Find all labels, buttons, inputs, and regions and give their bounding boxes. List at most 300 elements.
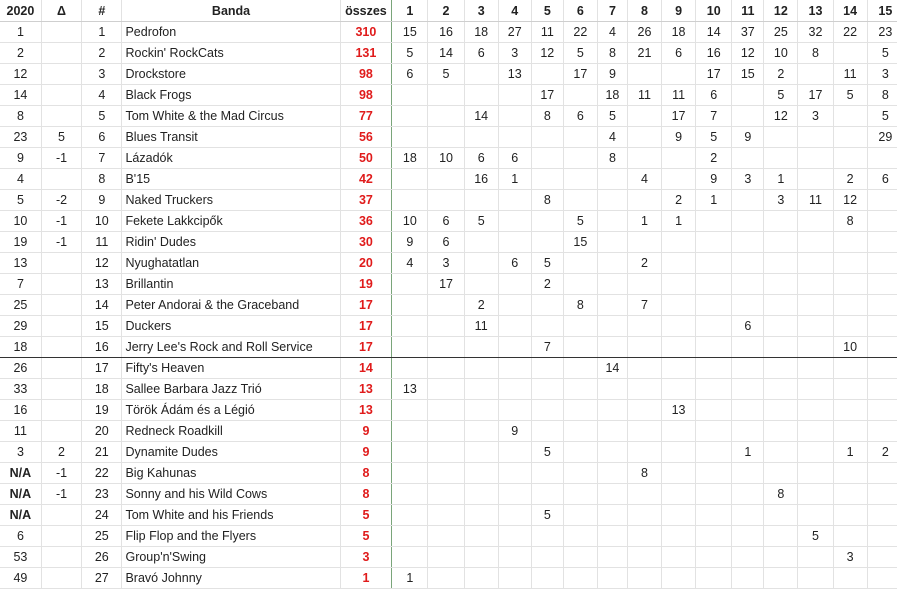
cell-round-score[interactable] bbox=[662, 274, 696, 295]
cell-round-score[interactable] bbox=[833, 316, 867, 337]
cell-rank[interactable]: 24 bbox=[82, 505, 122, 526]
cell-round-score[interactable] bbox=[764, 127, 798, 148]
cell-round-score[interactable]: 10 bbox=[392, 211, 428, 232]
cell-delta[interactable]: -1 bbox=[41, 148, 81, 169]
cell-total[interactable]: 9 bbox=[340, 442, 392, 463]
cell-round-score[interactable]: 3 bbox=[428, 253, 464, 274]
cell-round-score[interactable] bbox=[392, 274, 428, 295]
cell-rank[interactable]: 16 bbox=[82, 337, 122, 358]
cell-delta[interactable]: 2 bbox=[41, 442, 81, 463]
cell-round-score[interactable] bbox=[563, 568, 597, 589]
cell-round-score[interactable] bbox=[498, 274, 531, 295]
cell-round-score[interactable] bbox=[867, 295, 897, 316]
cell-round-score[interactable]: 8 bbox=[798, 43, 833, 64]
cell-round-score[interactable] bbox=[627, 232, 661, 253]
cell-round-score[interactable] bbox=[464, 421, 498, 442]
col-round-11-header[interactable]: 11 bbox=[732, 0, 764, 22]
cell-round-score[interactable] bbox=[662, 484, 696, 505]
col-delta-header[interactable]: Δ bbox=[41, 0, 81, 22]
cell-round-score[interactable] bbox=[428, 442, 464, 463]
cell-round-score[interactable] bbox=[498, 400, 531, 421]
cell-round-score[interactable] bbox=[764, 295, 798, 316]
cell-round-score[interactable] bbox=[563, 421, 597, 442]
cell-round-score[interactable] bbox=[392, 337, 428, 358]
cell-round-score[interactable] bbox=[732, 295, 764, 316]
cell-rank[interactable]: 23 bbox=[82, 484, 122, 505]
cell-round-score[interactable] bbox=[764, 421, 798, 442]
col-round-6-header[interactable]: 6 bbox=[563, 0, 597, 22]
cell-rank[interactable]: 7 bbox=[82, 148, 122, 169]
cell-2020[interactable]: N/A bbox=[0, 505, 41, 526]
cell-round-score[interactable] bbox=[464, 400, 498, 421]
cell-round-score[interactable]: 7 bbox=[531, 337, 563, 358]
cell-round-score[interactable]: 14 bbox=[696, 22, 732, 43]
cell-rank[interactable]: 25 bbox=[82, 526, 122, 547]
cell-band[interactable]: Dynamite Dudes bbox=[122, 442, 340, 463]
cell-delta[interactable] bbox=[41, 316, 81, 337]
cell-round-score[interactable] bbox=[662, 295, 696, 316]
cell-round-score[interactable] bbox=[563, 253, 597, 274]
cell-round-score[interactable] bbox=[732, 85, 764, 106]
cell-round-score[interactable]: 1 bbox=[498, 169, 531, 190]
cell-round-score[interactable] bbox=[498, 547, 531, 568]
col-round-2-header[interactable]: 2 bbox=[428, 0, 464, 22]
cell-delta[interactable]: -1 bbox=[41, 463, 81, 484]
cell-round-score[interactable] bbox=[798, 232, 833, 253]
cell-round-score[interactable] bbox=[428, 568, 464, 589]
cell-round-score[interactable] bbox=[662, 379, 696, 400]
cell-2020[interactable]: 5 bbox=[0, 190, 41, 211]
cell-round-score[interactable] bbox=[662, 148, 696, 169]
cell-2020[interactable]: 1 bbox=[0, 22, 41, 43]
cell-round-score[interactable] bbox=[833, 295, 867, 316]
cell-round-score[interactable]: 3 bbox=[833, 547, 867, 568]
cell-round-score[interactable]: 5 bbox=[531, 505, 563, 526]
cell-rank[interactable]: 6 bbox=[82, 127, 122, 148]
cell-2020[interactable]: N/A bbox=[0, 484, 41, 505]
cell-round-score[interactable] bbox=[563, 400, 597, 421]
cell-round-score[interactable] bbox=[498, 190, 531, 211]
cell-round-score[interactable] bbox=[732, 232, 764, 253]
cell-round-score[interactable] bbox=[764, 400, 798, 421]
cell-round-score[interactable] bbox=[833, 253, 867, 274]
cell-round-score[interactable] bbox=[563, 274, 597, 295]
cell-round-score[interactable] bbox=[498, 463, 531, 484]
cell-total[interactable]: 77 bbox=[340, 106, 392, 127]
cell-round-score[interactable] bbox=[531, 127, 563, 148]
cell-band[interactable]: Flip Flop and the Flyers bbox=[122, 526, 340, 547]
cell-round-score[interactable] bbox=[428, 169, 464, 190]
cell-2020[interactable]: 6 bbox=[0, 526, 41, 547]
cell-round-score[interactable] bbox=[867, 316, 897, 337]
cell-round-score[interactable] bbox=[627, 568, 661, 589]
cell-round-score[interactable]: 17 bbox=[662, 106, 696, 127]
cell-delta[interactable]: -1 bbox=[41, 211, 81, 232]
cell-round-score[interactable] bbox=[627, 127, 661, 148]
cell-round-score[interactable] bbox=[696, 232, 732, 253]
cell-round-score[interactable] bbox=[764, 316, 798, 337]
cell-round-score[interactable]: 1 bbox=[764, 169, 798, 190]
cell-round-score[interactable] bbox=[662, 505, 696, 526]
cell-round-score[interactable]: 1 bbox=[662, 211, 696, 232]
cell-round-score[interactable]: 8 bbox=[867, 85, 897, 106]
cell-round-score[interactable]: 6 bbox=[563, 106, 597, 127]
cell-round-score[interactable] bbox=[627, 337, 661, 358]
cell-round-score[interactable]: 2 bbox=[833, 169, 867, 190]
cell-round-score[interactable]: 3 bbox=[798, 106, 833, 127]
cell-round-score[interactable]: 29 bbox=[867, 127, 897, 148]
cell-delta[interactable] bbox=[41, 85, 81, 106]
col-total-header[interactable]: összes bbox=[340, 0, 392, 22]
cell-rank[interactable]: 13 bbox=[82, 274, 122, 295]
cell-round-score[interactable] bbox=[696, 211, 732, 232]
cell-round-score[interactable] bbox=[464, 526, 498, 547]
cell-round-score[interactable]: 17 bbox=[798, 85, 833, 106]
cell-round-score[interactable]: 27 bbox=[498, 22, 531, 43]
cell-round-score[interactable]: 11 bbox=[627, 85, 661, 106]
cell-round-score[interactable] bbox=[531, 421, 563, 442]
cell-total[interactable]: 17 bbox=[340, 316, 392, 337]
cell-round-score[interactable] bbox=[498, 232, 531, 253]
cell-round-score[interactable] bbox=[597, 379, 627, 400]
cell-round-score[interactable]: 17 bbox=[696, 64, 732, 85]
cell-round-score[interactable] bbox=[798, 148, 833, 169]
cell-round-score[interactable]: 16 bbox=[428, 22, 464, 43]
cell-round-score[interactable] bbox=[833, 274, 867, 295]
cell-round-score[interactable]: 13 bbox=[498, 64, 531, 85]
cell-round-score[interactable] bbox=[732, 463, 764, 484]
cell-round-score[interactable] bbox=[428, 190, 464, 211]
cell-round-score[interactable]: 22 bbox=[833, 22, 867, 43]
cell-total[interactable]: 30 bbox=[340, 232, 392, 253]
cell-round-score[interactable] bbox=[464, 127, 498, 148]
cell-band[interactable]: Pedrofon bbox=[122, 22, 340, 43]
col-round-12-header[interactable]: 12 bbox=[764, 0, 798, 22]
cell-round-score[interactable]: 37 bbox=[732, 22, 764, 43]
cell-round-score[interactable] bbox=[662, 64, 696, 85]
cell-round-score[interactable] bbox=[597, 463, 627, 484]
cell-round-score[interactable] bbox=[531, 400, 563, 421]
cell-round-score[interactable] bbox=[392, 421, 428, 442]
cell-delta[interactable] bbox=[41, 337, 81, 358]
cell-total[interactable]: 8 bbox=[340, 463, 392, 484]
cell-round-score[interactable] bbox=[498, 337, 531, 358]
cell-delta[interactable] bbox=[41, 505, 81, 526]
cell-round-score[interactable]: 12 bbox=[531, 43, 563, 64]
cell-rank[interactable]: 26 bbox=[82, 547, 122, 568]
cell-round-score[interactable] bbox=[392, 442, 428, 463]
cell-round-score[interactable] bbox=[798, 127, 833, 148]
cell-round-score[interactable] bbox=[798, 400, 833, 421]
cell-delta[interactable] bbox=[41, 526, 81, 547]
cell-total[interactable]: 98 bbox=[340, 85, 392, 106]
cell-round-score[interactable]: 5 bbox=[563, 43, 597, 64]
cell-round-score[interactable] bbox=[428, 484, 464, 505]
col-round-5-header[interactable]: 5 bbox=[531, 0, 563, 22]
cell-round-score[interactable] bbox=[833, 505, 867, 526]
cell-round-score[interactable] bbox=[867, 274, 897, 295]
cell-round-score[interactable]: 5 bbox=[833, 85, 867, 106]
cell-round-score[interactable] bbox=[464, 85, 498, 106]
cell-round-score[interactable] bbox=[392, 526, 428, 547]
cell-round-score[interactable] bbox=[563, 463, 597, 484]
cell-round-score[interactable]: 10 bbox=[764, 43, 798, 64]
cell-round-score[interactable] bbox=[662, 253, 696, 274]
cell-band[interactable]: Blues Transit bbox=[122, 127, 340, 148]
cell-round-score[interactable] bbox=[732, 190, 764, 211]
cell-round-score[interactable] bbox=[867, 253, 897, 274]
cell-rank[interactable]: 21 bbox=[82, 442, 122, 463]
cell-round-score[interactable] bbox=[732, 400, 764, 421]
cell-delta[interactable] bbox=[41, 421, 81, 442]
cell-2020[interactable]: 25 bbox=[0, 295, 41, 316]
cell-round-score[interactable] bbox=[597, 442, 627, 463]
cell-round-score[interactable] bbox=[428, 337, 464, 358]
cell-round-score[interactable] bbox=[798, 421, 833, 442]
cell-round-score[interactable] bbox=[696, 379, 732, 400]
cell-round-score[interactable] bbox=[531, 379, 563, 400]
cell-band[interactable]: Fifty's Heaven bbox=[122, 358, 340, 379]
cell-round-score[interactable]: 5 bbox=[764, 85, 798, 106]
cell-round-score[interactable] bbox=[627, 379, 661, 400]
cell-round-score[interactable]: 11 bbox=[531, 22, 563, 43]
cell-round-score[interactable] bbox=[696, 295, 732, 316]
cell-round-score[interactable] bbox=[392, 169, 428, 190]
cell-round-score[interactable] bbox=[867, 547, 897, 568]
cell-round-score[interactable]: 5 bbox=[464, 211, 498, 232]
cell-round-score[interactable] bbox=[531, 211, 563, 232]
cell-round-score[interactable] bbox=[696, 484, 732, 505]
cell-round-score[interactable]: 1 bbox=[696, 190, 732, 211]
cell-round-score[interactable]: 3 bbox=[732, 169, 764, 190]
cell-round-score[interactable] bbox=[464, 232, 498, 253]
cell-round-score[interactable] bbox=[764, 148, 798, 169]
cell-round-score[interactable] bbox=[662, 169, 696, 190]
cell-2020[interactable]: 11 bbox=[0, 421, 41, 442]
cell-total[interactable]: 50 bbox=[340, 148, 392, 169]
cell-2020[interactable]: 14 bbox=[0, 85, 41, 106]
cell-band[interactable]: Fekete Lakkcipők bbox=[122, 211, 340, 232]
cell-round-score[interactable] bbox=[764, 211, 798, 232]
cell-total[interactable]: 19 bbox=[340, 274, 392, 295]
cell-round-score[interactable]: 9 bbox=[732, 127, 764, 148]
cell-round-score[interactable] bbox=[428, 400, 464, 421]
cell-round-score[interactable] bbox=[627, 421, 661, 442]
cell-band[interactable]: Sallee Barbara Jazz Trió bbox=[122, 379, 340, 400]
cell-delta[interactable] bbox=[41, 295, 81, 316]
cell-round-score[interactable] bbox=[696, 442, 732, 463]
cell-round-score[interactable]: 11 bbox=[798, 190, 833, 211]
cell-round-score[interactable] bbox=[696, 505, 732, 526]
cell-round-score[interactable]: 6 bbox=[428, 232, 464, 253]
cell-round-score[interactable] bbox=[732, 568, 764, 589]
cell-delta[interactable]: -2 bbox=[41, 190, 81, 211]
cell-total[interactable]: 98 bbox=[340, 64, 392, 85]
cell-round-score[interactable]: 8 bbox=[764, 484, 798, 505]
cell-round-score[interactable] bbox=[597, 295, 627, 316]
cell-2020[interactable]: 10 bbox=[0, 211, 41, 232]
cell-round-score[interactable]: 9 bbox=[498, 421, 531, 442]
cell-band[interactable]: Peter Andorai & the Graceband bbox=[122, 295, 340, 316]
cell-band[interactable]: Tom White and his Friends bbox=[122, 505, 340, 526]
cell-round-score[interactable] bbox=[798, 316, 833, 337]
cell-round-score[interactable]: 1 bbox=[392, 568, 428, 589]
cell-round-score[interactable]: 2 bbox=[627, 253, 661, 274]
cell-round-score[interactable]: 6 bbox=[498, 253, 531, 274]
cell-round-score[interactable]: 5 bbox=[563, 211, 597, 232]
cell-round-score[interactable] bbox=[867, 232, 897, 253]
cell-delta[interactable] bbox=[41, 22, 81, 43]
cell-round-score[interactable]: 21 bbox=[627, 43, 661, 64]
cell-round-score[interactable] bbox=[833, 358, 867, 379]
cell-band[interactable]: Drockstore bbox=[122, 64, 340, 85]
cell-round-score[interactable] bbox=[498, 295, 531, 316]
cell-round-score[interactable]: 10 bbox=[428, 148, 464, 169]
cell-round-score[interactable]: 17 bbox=[563, 64, 597, 85]
cell-round-score[interactable] bbox=[732, 211, 764, 232]
col-round-7-header[interactable]: 7 bbox=[597, 0, 627, 22]
cell-round-score[interactable] bbox=[732, 106, 764, 127]
col-round-14-header[interactable]: 14 bbox=[833, 0, 867, 22]
cell-round-score[interactable] bbox=[464, 337, 498, 358]
cell-band[interactable]: Naked Truckers bbox=[122, 190, 340, 211]
cell-2020[interactable]: 19 bbox=[0, 232, 41, 253]
cell-rank[interactable]: 12 bbox=[82, 253, 122, 274]
cell-round-score[interactable] bbox=[696, 463, 732, 484]
cell-round-score[interactable] bbox=[732, 358, 764, 379]
cell-delta[interactable] bbox=[41, 43, 81, 64]
col-round-9-header[interactable]: 9 bbox=[662, 0, 696, 22]
cell-round-score[interactable] bbox=[531, 169, 563, 190]
cell-round-score[interactable]: 8 bbox=[597, 148, 627, 169]
cell-round-score[interactable]: 7 bbox=[627, 295, 661, 316]
cell-round-score[interactable]: 9 bbox=[392, 232, 428, 253]
cell-round-score[interactable] bbox=[627, 148, 661, 169]
cell-round-score[interactable] bbox=[464, 484, 498, 505]
cell-round-score[interactable] bbox=[696, 337, 732, 358]
cell-rank[interactable]: 2 bbox=[82, 43, 122, 64]
cell-round-score[interactable]: 23 bbox=[867, 22, 897, 43]
cell-round-score[interactable] bbox=[696, 400, 732, 421]
cell-round-score[interactable] bbox=[798, 547, 833, 568]
cell-round-score[interactable] bbox=[764, 232, 798, 253]
cell-round-score[interactable] bbox=[563, 484, 597, 505]
cell-round-score[interactable] bbox=[428, 316, 464, 337]
cell-round-score[interactable] bbox=[764, 358, 798, 379]
cell-round-score[interactable] bbox=[732, 526, 764, 547]
cell-round-score[interactable]: 15 bbox=[392, 22, 428, 43]
cell-2020[interactable]: 4 bbox=[0, 169, 41, 190]
cell-delta[interactable] bbox=[41, 274, 81, 295]
cell-round-score[interactable]: 5 bbox=[428, 64, 464, 85]
cell-round-score[interactable] bbox=[867, 148, 897, 169]
cell-round-score[interactable] bbox=[732, 421, 764, 442]
cell-round-score[interactable] bbox=[696, 358, 732, 379]
cell-round-score[interactable] bbox=[867, 484, 897, 505]
cell-round-score[interactable]: 6 bbox=[498, 148, 531, 169]
cell-round-score[interactable] bbox=[764, 274, 798, 295]
cell-round-score[interactable] bbox=[498, 316, 531, 337]
cell-round-score[interactable] bbox=[563, 316, 597, 337]
cell-round-score[interactable] bbox=[867, 400, 897, 421]
cell-round-score[interactable] bbox=[563, 442, 597, 463]
cell-rank[interactable]: 5 bbox=[82, 106, 122, 127]
cell-round-score[interactable]: 5 bbox=[531, 442, 563, 463]
cell-round-score[interactable] bbox=[833, 463, 867, 484]
cell-round-score[interactable] bbox=[392, 400, 428, 421]
cell-round-score[interactable] bbox=[764, 463, 798, 484]
cell-round-score[interactable] bbox=[833, 526, 867, 547]
cell-total[interactable]: 42 bbox=[340, 169, 392, 190]
cell-total[interactable]: 5 bbox=[340, 505, 392, 526]
cell-2020[interactable]: 2 bbox=[0, 43, 41, 64]
cell-round-score[interactable] bbox=[428, 421, 464, 442]
cell-total[interactable]: 17 bbox=[340, 295, 392, 316]
cell-round-score[interactable]: 6 bbox=[464, 43, 498, 64]
cell-round-score[interactable]: 15 bbox=[563, 232, 597, 253]
cell-round-score[interactable] bbox=[798, 463, 833, 484]
cell-round-score[interactable] bbox=[563, 85, 597, 106]
cell-round-score[interactable] bbox=[464, 190, 498, 211]
cell-total[interactable]: 17 bbox=[340, 337, 392, 358]
cell-round-score[interactable]: 4 bbox=[597, 22, 627, 43]
col-round-13-header[interactable]: 13 bbox=[798, 0, 833, 22]
cell-round-score[interactable] bbox=[627, 358, 661, 379]
cell-round-score[interactable] bbox=[764, 337, 798, 358]
cell-round-score[interactable] bbox=[498, 526, 531, 547]
cell-round-score[interactable] bbox=[732, 379, 764, 400]
cell-round-score[interactable] bbox=[662, 316, 696, 337]
cell-round-score[interactable] bbox=[696, 421, 732, 442]
cell-round-score[interactable] bbox=[696, 253, 732, 274]
cell-round-score[interactable] bbox=[428, 379, 464, 400]
cell-rank[interactable]: 9 bbox=[82, 190, 122, 211]
cell-band[interactable]: Bravó Johnny bbox=[122, 568, 340, 589]
cell-rank[interactable]: 11 bbox=[82, 232, 122, 253]
cell-round-score[interactable]: 15 bbox=[732, 64, 764, 85]
cell-round-score[interactable] bbox=[732, 547, 764, 568]
cell-2020[interactable]: 9 bbox=[0, 148, 41, 169]
cell-rank[interactable]: 19 bbox=[82, 400, 122, 421]
cell-round-score[interactable] bbox=[627, 547, 661, 568]
cell-round-score[interactable] bbox=[696, 568, 732, 589]
cell-round-score[interactable] bbox=[867, 379, 897, 400]
cell-delta[interactable] bbox=[41, 400, 81, 421]
cell-round-score[interactable] bbox=[563, 505, 597, 526]
cell-round-score[interactable] bbox=[531, 64, 563, 85]
cell-total[interactable]: 1 bbox=[340, 568, 392, 589]
cell-round-score[interactable] bbox=[662, 442, 696, 463]
cell-round-score[interactable] bbox=[597, 232, 627, 253]
cell-round-score[interactable]: 2 bbox=[662, 190, 696, 211]
cell-round-score[interactable] bbox=[662, 421, 696, 442]
cell-round-score[interactable] bbox=[597, 568, 627, 589]
cell-round-score[interactable]: 8 bbox=[531, 190, 563, 211]
cell-round-score[interactable] bbox=[833, 127, 867, 148]
col-round-10-header[interactable]: 10 bbox=[696, 0, 732, 22]
cell-round-score[interactable] bbox=[392, 127, 428, 148]
cell-round-score[interactable]: 1 bbox=[627, 211, 661, 232]
cell-round-score[interactable]: 2 bbox=[696, 148, 732, 169]
cell-round-score[interactable] bbox=[498, 484, 531, 505]
cell-round-score[interactable] bbox=[798, 169, 833, 190]
cell-2020[interactable]: 8 bbox=[0, 106, 41, 127]
col-rank-header[interactable]: # bbox=[82, 0, 122, 22]
cell-round-score[interactable] bbox=[498, 505, 531, 526]
cell-round-score[interactable] bbox=[764, 547, 798, 568]
cell-2020[interactable]: 49 bbox=[0, 568, 41, 589]
cell-2020[interactable]: 12 bbox=[0, 64, 41, 85]
